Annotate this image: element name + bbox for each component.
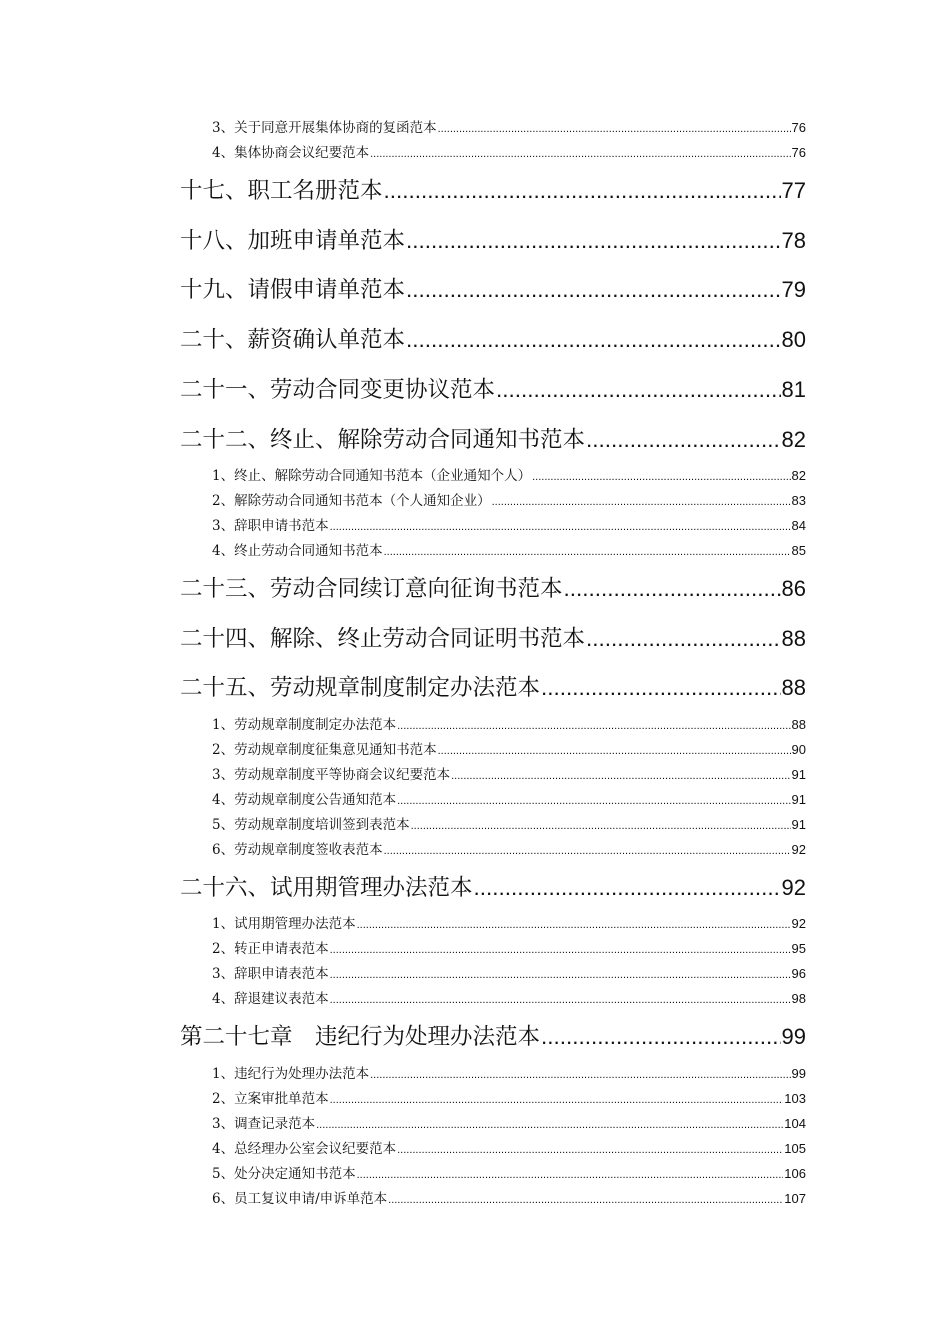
toc-page-number: 84 [791, 518, 806, 533]
toc-dot-leader [357, 915, 791, 935]
toc-entry[interactable] [212, 541, 806, 561]
toc-entry[interactable] [212, 491, 806, 511]
toc-entry-title: 3、关于同意开展集体协商的复函范本 [212, 120, 437, 136]
toc-dot-leader [496, 375, 781, 405]
toc-entry-title: 2、转正申请表范本 [212, 941, 329, 957]
toc-dot-leader [451, 766, 790, 786]
toc-dot-leader [397, 1140, 783, 1160]
toc-page-number: 104 [784, 1116, 806, 1131]
toc-entry[interactable] [212, 815, 806, 835]
toc-entry[interactable] [212, 989, 806, 1009]
toc-page-number: 105 [784, 1141, 806, 1156]
toc-dot-leader [330, 965, 791, 985]
toc-entry[interactable] [212, 466, 806, 486]
toc-entry-title: 二十、薪资确认单范本 [180, 327, 406, 353]
toc-dot-leader [384, 176, 781, 206]
toc-page-number: 78 [781, 228, 806, 253]
toc-dot-leader [438, 741, 791, 761]
toc-dot-leader [330, 1090, 784, 1110]
toc-entry-title: 4、劳动规章制度公告通知范本 [212, 792, 397, 808]
toc-dot-leader [438, 119, 791, 139]
toc-entry[interactable] [212, 715, 806, 735]
toc-entry-title: 2、解除劳动合同通知书范本（个人通知企业） [212, 493, 491, 509]
toc-dot-leader [388, 1190, 783, 1210]
toc-entry[interactable] [212, 1139, 806, 1159]
toc-page-number: 80 [781, 327, 806, 352]
toc-entry-title: 3、劳动规章制度平等协商会议纪要范本 [212, 767, 451, 783]
toc-page-number: 107 [784, 1191, 806, 1206]
toc-dot-leader [541, 673, 781, 703]
toc-page-number: 99 [791, 1066, 806, 1081]
toc-dot-leader [397, 716, 790, 736]
toc-page-number: 76 [791, 120, 806, 135]
toc-dot-leader [330, 517, 791, 537]
toc-entry-title: 4、终止劳动合同通知书范本 [212, 543, 383, 559]
toc-dot-leader [330, 990, 791, 1010]
toc-dot-leader [357, 1165, 784, 1185]
toc-dot-leader [411, 816, 791, 836]
toc-entry-title: 3、辞职申请书范本 [212, 518, 329, 534]
toc-page-number: 76 [791, 145, 806, 160]
toc-entry-title: 二十三、劳动合同续订意向征询书范本 [180, 576, 563, 602]
toc-dot-leader [397, 791, 790, 811]
toc-dot-leader [541, 1022, 781, 1052]
toc-page-number: 91 [791, 767, 806, 782]
toc-page-number: 92 [791, 916, 806, 931]
toc-dot-leader [586, 624, 781, 654]
toc-entry[interactable] [212, 964, 806, 984]
toc-entry-title: 1、试用期管理办法范本 [212, 916, 356, 932]
toc-entry[interactable] [212, 1089, 806, 1109]
toc-entry-title: 2、立案审批单范本 [212, 1091, 329, 1107]
toc-page-number: 92 [781, 875, 806, 900]
toc-page-number: 86 [781, 576, 806, 601]
toc-dot-leader [474, 873, 781, 903]
toc-entry[interactable] [180, 226, 806, 256]
toc-dot-leader [370, 144, 790, 164]
toc-entry[interactable] [180, 375, 806, 405]
toc-page-number: 96 [791, 966, 806, 981]
toc-dot-leader [406, 325, 781, 355]
toc-page-number: 79 [781, 277, 806, 302]
toc-entry[interactable] [180, 1022, 806, 1052]
toc-entry[interactable] [212, 740, 806, 760]
toc-page-number: 88 [791, 717, 806, 732]
toc-page-number: 91 [791, 792, 806, 807]
toc-entry[interactable] [212, 914, 806, 934]
toc-entry[interactable] [212, 939, 806, 959]
toc-page-number: 83 [791, 493, 806, 508]
toc-entry-title: 十九、请假申请单范本 [180, 277, 406, 303]
toc-entry-title: 1、劳动规章制度制定办法范本 [212, 717, 397, 733]
toc-entry[interactable] [180, 873, 806, 903]
toc-page-number: 81 [781, 377, 806, 402]
toc-entry-title: 二十四、解除、终止劳动合同证明书范本 [180, 626, 586, 652]
toc-page-number: 82 [791, 468, 806, 483]
toc-entry-title: 二十二、终止、解除劳动合同通知书范本 [180, 427, 586, 453]
toc-entry[interactable] [212, 840, 806, 860]
toc-dot-leader [384, 542, 791, 562]
toc-page-number: 106 [784, 1166, 806, 1181]
toc-entry-title: 2、劳动规章制度征集意见通知书范本 [212, 742, 437, 758]
toc-entry[interactable] [212, 790, 806, 810]
toc-entry-title: 第二十七章 违纪行为处理办法范本 [180, 1024, 541, 1050]
toc-entry[interactable] [212, 1114, 806, 1134]
toc-entry-title: 3、调查记录范本 [212, 1116, 316, 1132]
toc-page-number: 90 [791, 742, 806, 757]
toc-entry-title: 6、劳动规章制度签收表范本 [212, 842, 383, 858]
toc-page-number: 88 [781, 675, 806, 700]
toc-entry[interactable] [212, 516, 806, 536]
toc-entry[interactable] [180, 624, 806, 654]
toc-page-number: 82 [781, 427, 806, 452]
toc-entry-title: 3、辞职申请表范本 [212, 966, 329, 982]
toc-entry[interactable] [212, 1064, 806, 1084]
toc-entry-title: 二十六、试用期管理办法范本 [180, 875, 473, 901]
toc-dot-leader [564, 574, 781, 604]
toc-entry-title: 二十一、劳动合同变更协议范本 [180, 377, 496, 403]
toc-entry-title: 十七、职工名册范本 [180, 178, 383, 204]
toc-dot-leader [406, 275, 781, 305]
toc-entry[interactable] [212, 143, 806, 163]
toc-entry[interactable] [180, 176, 806, 206]
toc-entry[interactable] [212, 1189, 806, 1209]
toc-dot-leader [492, 492, 791, 512]
toc-entry-title: 1、终止、解除劳动合同通知书范本（企业通知个人） [212, 468, 532, 484]
toc-page-number: 91 [791, 817, 806, 832]
toc-dot-leader [406, 226, 781, 256]
toc-dot-leader [384, 841, 791, 861]
toc-dot-leader [370, 1065, 790, 1085]
toc-entry[interactable] [180, 325, 806, 355]
toc-entry-title: 二十五、劳动规章制度制定办法范本 [180, 675, 541, 701]
toc-entry-title: 4、辞退建议表范本 [212, 991, 329, 1007]
toc-dot-leader [330, 940, 791, 960]
toc-entry-title: 5、劳动规章制度培训签到表范本 [212, 817, 410, 833]
toc-entry[interactable] [212, 118, 806, 138]
toc-page-number: 98 [791, 991, 806, 1006]
toc-dot-leader [586, 425, 781, 455]
toc-page-number: 92 [791, 842, 806, 857]
toc-entry[interactable] [212, 1164, 806, 1184]
toc-dot-leader [532, 467, 790, 487]
toc-entry-title: 5、处分决定通知书范本 [212, 1166, 356, 1182]
toc-page-number: 103 [784, 1091, 806, 1106]
toc-entry-title: 4、集体协商会议纪要范本 [212, 145, 370, 161]
toc-page-number: 88 [781, 626, 806, 651]
toc-entry[interactable] [180, 574, 806, 604]
toc-entry-title: 6、员工复议申请/申诉单范本 [212, 1191, 388, 1207]
toc-page-number: 77 [781, 178, 806, 203]
toc-entry[interactable] [180, 425, 806, 455]
toc-dot-leader [316, 1115, 783, 1135]
toc-page-number: 99 [781, 1024, 806, 1049]
toc-entry-title: 4、总经理办公室会议纪要范本 [212, 1141, 397, 1157]
toc-entry-title: 十八、加班申请单范本 [180, 228, 406, 254]
toc-entry[interactable] [180, 275, 806, 305]
toc-page-number: 85 [791, 543, 806, 558]
toc-entry[interactable] [212, 765, 806, 785]
toc-entry-title: 1、违纪行为处理办法范本 [212, 1066, 370, 1082]
toc-entry[interactable] [180, 673, 806, 703]
toc-page-number: 95 [791, 941, 806, 956]
